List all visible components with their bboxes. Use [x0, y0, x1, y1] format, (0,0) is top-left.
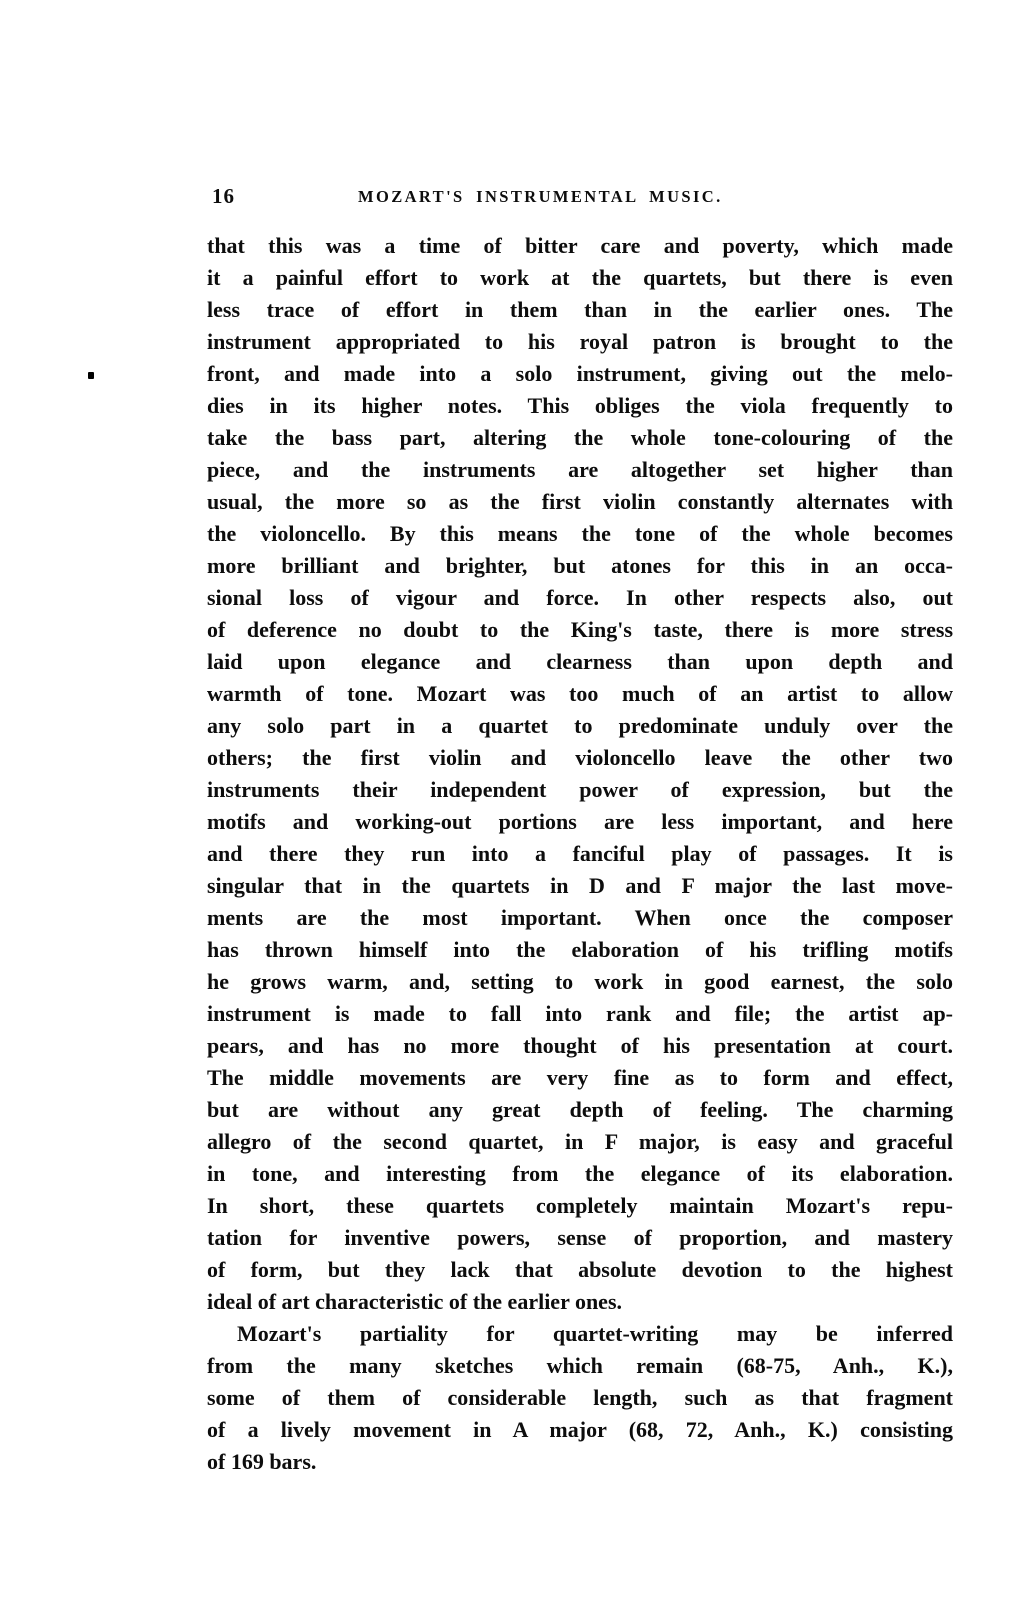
text-line: it a painful effort to work at the quartets, but there is even [207, 265, 953, 290]
text-line: front, and made into a solo instrument, giving out the melo- [207, 361, 953, 386]
text-line: piece, and the instruments are altogether set higher than [207, 457, 953, 482]
text-line: but are without any great depth of feeling. The charming [207, 1097, 953, 1122]
running-head [0, 184, 1034, 214]
text-line: instrument is made to fall into rank and file; the artist ap- [207, 1001, 953, 1026]
text-line: he grows warm, and, setting to work in good earnest, the solo [207, 969, 953, 994]
text-line: from the many sketches which remain (68-75, Anh., K.), [207, 1353, 953, 1378]
text-line: take the bass part, altering the whole tone-colouring of the [207, 425, 953, 450]
text-line: singular that in the quartets in D and F major the last move- [207, 873, 953, 898]
text-line: others; the first violin and violoncello leave the other two [207, 745, 953, 770]
text-line: instrument appropriated to his royal patron is brought to the [207, 329, 953, 354]
text-line: of 169 bars. [207, 1449, 317, 1474]
text-line: some of them of considerable length, such as that fragment [207, 1385, 953, 1410]
text-line: usual, the more so as the first violin constantly alternates with [207, 489, 953, 514]
text-line: laid upon elegance and clearness than upon depth and [207, 649, 953, 674]
text-line: more brilliant and brighter, but atones for this in an occa- [207, 553, 953, 578]
text-line: allegro of the second quartet, in F major, is easy and graceful [207, 1129, 953, 1154]
text-line: In short, these quartets completely maintain Mozart's repu- [207, 1193, 953, 1218]
paragraph-2 [207, 1318, 953, 1478]
text-line: motifs and working-out portions are less important, and here [207, 809, 953, 834]
text-line: of deference no doubt to the King's taste, there is more stress [207, 617, 953, 642]
text-line: The middle movements are very fine as to form and effect, [207, 1065, 953, 1090]
text-line: the violoncello. By this means the tone of the whole becomes [207, 521, 953, 546]
text-line: in tone, and interesting from the elegance of its elaboration. [207, 1161, 953, 1186]
page-number: 16 [212, 184, 235, 208]
text-line: of form, but they lack that absolute devotion to the highest [207, 1257, 953, 1282]
text-line: any solo part in a quartet to predominate unduly over the [207, 713, 953, 738]
running-title: MOZART'S INSTRUMENTAL MUSIC. [358, 187, 723, 206]
text-line: sional loss of vigour and force. In other respects also, out [207, 585, 953, 610]
text-line: dies in its higher notes. This obliges the viola frequently to [207, 393, 953, 418]
text-line: ments are the most important. When once the composer [207, 905, 953, 930]
text-line: tation for inventive powers, sense of proportion, and mastery [207, 1225, 953, 1250]
text-line: and there they run into a fanciful play of passages. It is [207, 841, 953, 866]
text-line: ideal of art characteristic of the earlier ones. [207, 1289, 623, 1314]
text-line: of a lively movement in A major (68, 72, Anh., K.) consisting [207, 1417, 953, 1442]
text-line: warmth of tone. Mozart was too much of an artist to allow [207, 681, 953, 706]
text-line: has thrown himself into the elaboration of his trifling motifs [207, 937, 953, 962]
text-line: that this was a time of bitter care and poverty, which made [207, 233, 953, 258]
text-line: instruments their independent power of expression, but the [207, 777, 953, 802]
text-line: Mozart's partiality for quartet-writing may be inferred [237, 1321, 953, 1346]
paragraph-1 [207, 230, 953, 1318]
text-line: less trace of effort in them than in the earlier ones. The [207, 297, 953, 322]
ink-speck-artifact [88, 372, 94, 379]
body-text [207, 230, 953, 1478]
text-line: pears, and has no more thought of his presentation at court. [207, 1033, 953, 1058]
